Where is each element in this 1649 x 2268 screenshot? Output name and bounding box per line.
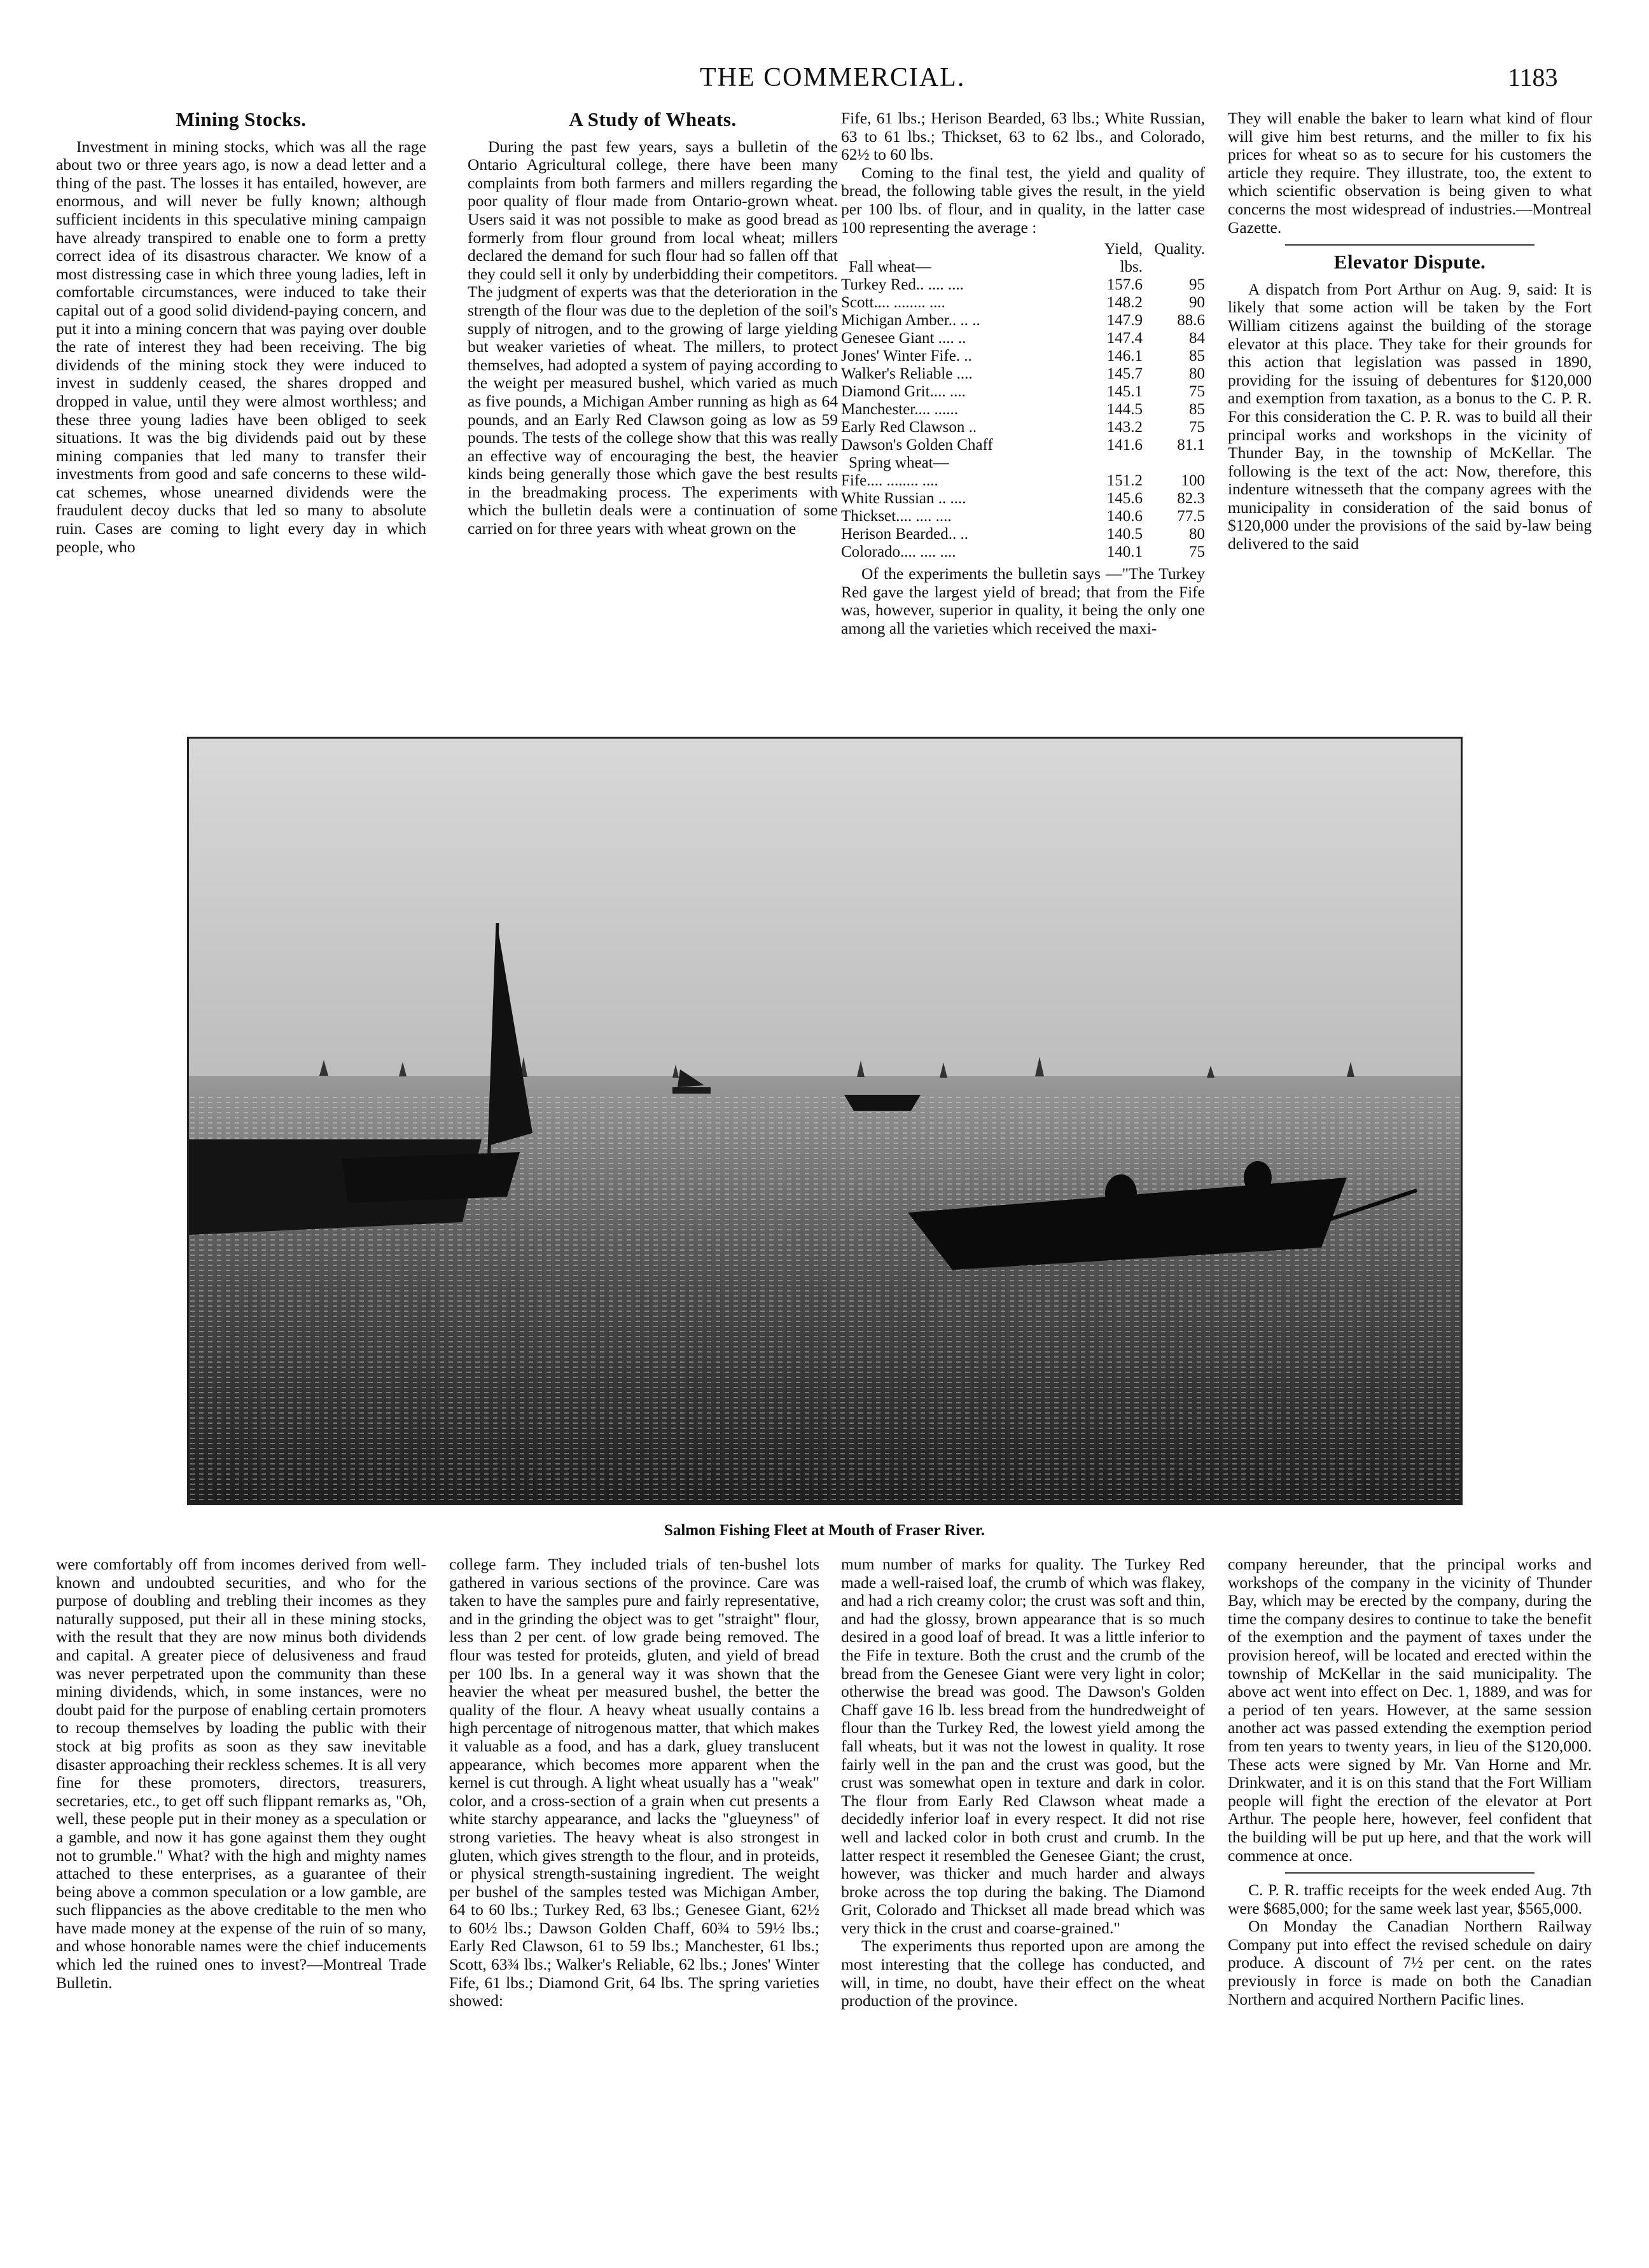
column-2-top: [468, 109, 838, 538]
table-header-quality: Quality.: [1154, 240, 1205, 258]
wheats-quality-paragraph: mum number of marks for quality. The Turkey Red made a well-raised loaf, the crumb of which was flakey, and had a rich creamy color; the crust was soft and thin, and had the glossy, brown appearance that is so much desired in a good loaf of bread. It was a little inferior to the Fife in texture. Both the crust and the crumb of the bread from the Genesee Giant were very light in color; otherwise the bread was good. The Dawson's Golden Chaff gave 16 lb. less bread from the hundredweight of flour than the Turkey Red, the lowest yield among the fall wheats, but it was not the lowest in quality. It rose fairly well in the pan and the crust was good, but the crust was somewhat open in texture and dark in color. The flour from Early Red Clawson wheat made a decidedly inferior loaf in every respect. It did not rise well and lacked color in both crust and crumb. In the latter respect it resembled the Genesee Giant; the crust, however, was thicker and much harder and always broke across the top during the baking. The Diamond Grit, Colorado and Thickset all made bread which was very thick in the crust and coarse-grained.": [841, 1555, 1205, 1937]
divider: [1285, 244, 1534, 246]
quality-value: 85: [1189, 401, 1205, 419]
table-group-spring: Spring wheat—: [849, 454, 949, 472]
elevator-paragraph-1: A dispatch from Port Arthur on Aug. 9, said: It is likely that some action will be taken by the Fort William citizens against the building of the storage elevator at this place. They take for their grounds for this action that legislation was passed in 1890, providing for the issuing of debentures for $120,000 and exemption from taxation, as a bonus to the C. P. R. For this consideration the C. P. R. was to build all their principal works and workshops in the vicinity of Thunder Bay, in the township of McKellar. The following is the text of the act: Now, therefore, this indenture witnesseth that the company agrees with the municipality in consideration of the said bonus of $120,000 under the provisions of the said by-law being delivered to the said: [1228, 279, 1592, 553]
yield-value: 145.6: [1106, 490, 1143, 508]
photo-illustration: [189, 739, 1461, 1504]
yield-value: 141.6: [1106, 436, 1143, 454]
yield-value: 145.7: [1106, 365, 1143, 383]
table-row: [841, 419, 1205, 436]
yield-value: 140.1: [1106, 543, 1143, 561]
yield-value: 143.2: [1106, 419, 1143, 436]
quality-value: 88.6: [1177, 312, 1205, 330]
column-1-bottom: [56, 1555, 426, 1992]
table-row: [841, 401, 1205, 419]
table-row: [841, 436, 1205, 454]
variety-name: Walker's Reliable ....: [841, 365, 973, 383]
elevator-dispute-heading: Elevator Dispute.: [1333, 251, 1486, 274]
table-row: [841, 525, 1205, 543]
bread-yield-table: [841, 240, 1205, 561]
quality-value: 84: [1189, 330, 1205, 347]
variety-name: Turkey Red.. .... ....: [841, 276, 964, 294]
wheats-paragraph-2: college farm. They included trials of ten-bushel lots gathered in various sections of the province. Care was taken to have the samples pure and fairly representative, and in the grinding the object was to get "straight" flour, less than 2 per cent. of low grade being removed. The flour was tested for proteids, gluten, and yield of bread per 100 lbs. In a general way it was shown that the heavier the wheat per measured bushel, the better the quality of the flour. A heavy wheat usually contains a high percentage of nitrogenous matter, that which makes it valuable as a food, and has a dark, gluey translucent appearance, which becomes more apparent when the kernel is cut through. A light wheat usually has a "weak" color, and a cross-section of a grain when cut presents a white starchy appearance, and lacks the "glueyness" of strong varieties. The heavy wheat is also strongest in gluten, which gives strength to the flour, and in proteids, or physical strength-sustaining ingredient. The weight per bushel of the samples tested was Michigan Amber, 64 to 60 lbs.; Turkey Red, 63 lbs.; Genesee Giant, 62½ to 60½ lbs.; Dawson Golden Chaff, 60¾ to 59½ lbs.; Early Red Clawson, 61 to 59 lbs.; Manchester, 61 lbs.; Scott, 63¾ lbs.; Walker's Reliable, 62 lbs.; Jones' Winter Fife, 61 lbs.; Diamond Grit, 64 lbs. The spring varieties showed:: [449, 1555, 819, 2010]
quality-value: 85: [1189, 347, 1205, 365]
yield-value: 157.6: [1106, 276, 1143, 294]
table-row: [841, 490, 1205, 508]
table-header-unit: lbs.: [1120, 258, 1143, 276]
table-row: [841, 543, 1205, 561]
wheats-table-intro: Coming to the final test, the yield and quality of bread, the following table gives the result, in the yield per 100 lbs. of flour, and in quality, in the latter case 100 representing the average :: [841, 163, 1205, 237]
wheats-paragraph-1: During the past few years, says a bulletin of the Ontario Agricultural college, there have been many complaints from both farmers and millers regarding the poor quality of flour made from Ontario-grown wheat. Users said it was not possible to make as good bread as formerly from flour ground from local wheat; millers declared the demand for such flour had so fallen off that they could sell it only by underbidding their competitors. The judgment of experts was that the deterioration in the strength of the flour was due to the depletion of the soil's supply of nitrogen, and to the growing of large yielding but weaker varieties of wheat. The millers, to protect themselves, had adopted a system of paying according to the weight per measured bushel, which varied as much as five pounds, a Michigan Amber running as high as 64 pounds, and an Early Red Clawson going as low as 59 pounds. The tests of the college show that this was really an effective way of encouraging the best, the heavier kinds being generally those which gave the best results in the breadmaking process. The experiments with which the bulletin deals were a continuation of some carried on for three years with wheat grown on the: [468, 137, 838, 538]
yield-value: 147.4: [1106, 330, 1143, 347]
quality-value: 82.3: [1177, 490, 1205, 508]
quality-value: 95: [1189, 276, 1205, 294]
variety-name: Dawson's Golden Chaff: [841, 436, 993, 454]
table-row: [841, 330, 1205, 347]
variety-name: Early Red Clawson ..: [841, 419, 977, 436]
yield-value: 146.1: [1106, 347, 1143, 365]
variety-name: Genesee Giant .... ..: [841, 330, 966, 347]
variety-name: Michigan Amber.. .. ..: [841, 312, 980, 330]
quality-value: 80: [1189, 525, 1205, 543]
variety-name: Colorado.... .... ....: [841, 543, 956, 561]
column-1-top: [56, 109, 426, 556]
table-group-fall: Fall wheat—: [849, 258, 931, 276]
table-row: [841, 472, 1205, 490]
quality-value: 90: [1189, 294, 1205, 312]
column-3-bottom: [841, 1555, 1205, 2010]
elevator-paragraph-2: company hereunder, that the principal works and workshops of the company in the vicinity of Thunder Bay, which may be erected by the company, during the time the company desires to continue to take the benefit of the exemption and the payment of taxes under the provision hereof, will be located and erected within the township of McKellar in the said municipality. The above act went into effect on Dec. 1, 1889, and was for a period of ten years. However, at the same session another act was passed extending the exemption period from ten years to twenty years, in lieu of the $120,000. These acts were signed by Mr. Van Horne and Mr. Drinkwater, and it is on this stand that the Fort William people will fight the erection of the elevator at Port Arthur. The people here, however, feel confident that the building will be put up here, and that the work will commence at once.: [1228, 1555, 1592, 1865]
variety-name: Thickset.... .... ....: [841, 508, 952, 525]
quality-value: 75: [1189, 419, 1205, 436]
column-4-top: [1228, 109, 1592, 553]
variety-name: Fife.... ........ ....: [841, 472, 938, 490]
quality-value: 75: [1189, 543, 1205, 561]
variety-name: Scott.... ........ ....: [841, 294, 945, 312]
page-number: 1183: [1508, 63, 1558, 92]
column-3-top: [841, 109, 1205, 638]
table-row: [841, 294, 1205, 312]
table-header-yield: Yield,: [1104, 240, 1143, 258]
quality-value: 81.1: [1177, 436, 1205, 454]
table-row: [841, 508, 1205, 525]
quality-value: 75: [1189, 383, 1205, 401]
canadian-northern-paragraph: On Monday the Canadian Northern Railway Company put into effect the revised schedule on dairy produce. A discount of 7½ per cent. on the rates previously in force is made on both the Canadian Northern and acquired Northern Pacific lines.: [1228, 1917, 1592, 2008]
quality-value: 100: [1181, 472, 1205, 490]
wheats-conclusion: They will enable the baker to learn what kind of flour will give him best returns, and the miller to fix his prices for wheat so as to secure for his customers the article they require. They illustrate, too, the extent to which scientific observation is being given to what concerns the most widespread of industries.—Montreal Gazette.: [1228, 109, 1592, 237]
table-row: [841, 365, 1205, 383]
salmon-fleet-photo: [187, 737, 1463, 1505]
variety-name: White Russian .. ....: [841, 490, 966, 508]
photo-caption: Salmon Fishing Fleet at Mouth of Fraser River.: [664, 1522, 985, 1539]
cpr-traffic-paragraph: C. P. R. traffic receipts for the week ended Aug. 7th were $685,000; for the same week last year, $565,000.: [1228, 1881, 1592, 1917]
wheats-heading: A Study of Wheats.: [569, 108, 737, 130]
variety-name: Diamond Grit.... ....: [841, 383, 966, 401]
variety-name: Jones' Winter Fife. ..: [841, 347, 972, 365]
mining-paragraph-2: were comfortably off from incomes derived from well-known and undoubted securities, and who for the purpose of doubling and trebling their incomes as they naturally supposed, put their all in these mining stocks, with the result that they are now minus both dividends and capital. A greater piece of delusiveness and fraud was never perpetrated upon the community than these mining dividends, which, in some instances, were no doubt paid for the purpose of enabling certain promoters to recoup themselves by loading the public with their stock at big profits as soon as they saw inevitable disaster approaching their reckless schemes. It is all very fine for these promoters, directors, treasurers, secretaries, etc., to get off such flippant remarks as, "Oh, well, these people put in their money as a speculation or a gamble, and now it has gone against them they ought not to grumble." What? with the high and mighty names attached to these enterprises, as a guarantee of their being above a common speculation or a low gamble, are such flippancies as the above creditable to the men who have made money at the expense of the ruin of so many, and whose honorable names were the chief inducements which led the ruined ones to invest?—Montreal Trade Bulletin.: [56, 1555, 426, 1992]
yield-value: 151.2: [1106, 472, 1143, 490]
variety-name: Manchester.... ......: [841, 401, 958, 419]
yield-value: 147.9: [1106, 312, 1143, 330]
divider: [1285, 1872, 1534, 1874]
wheats-final-paragraph: The experiments thus reported upon are among the most interesting that the college has conducted, and will, in time, no doubt, have their effect on the wheat production of the province.: [841, 1937, 1205, 2010]
column-2-bottom: [449, 1555, 819, 2010]
table-row: [841, 312, 1205, 330]
wheats-experiments-paragraph: Of the experiments the bulletin says —"The Turkey Red gave the largest yield of bread; that from the Fife was, however, superior in quality, it being the only one among all the varieties which received the maxi-: [841, 564, 1205, 637]
table-row: [841, 383, 1205, 401]
mining-stocks-heading: Mining Stocks.: [176, 108, 307, 130]
mining-paragraph-1: Investment in mining stocks, which was all the rage about two or three years ago, is now a dead letter and a thing of the past. The losses it has entailed, however, are enormous, and will never be fully known; although sufficient incidents in this speculative mining campaign have already transpired to enable one to form a pretty correct idea of its disastrous character. We know of a most distressing case in which three young ladies, left in comfortable circumstances, were induced to take their capital out of a good solid dividend-paying concern, and put it into a mining concern that was paying over double the rate of interest they had been receiving. The big dividends of the mining stock they were induced to invest in suddenly ceased, the shares dropped and dropped in value, until they were almost worthless; and these three young ladies have been obliged to seek situations. It was the big dividends paid out by these mining companies that led many to transfer their investments from good and safe concerns to these wild-cat schemes, whose unearned dividends were the fraudulent decoy ducks that led so many to absolute ruin. Cases are coming to light every day in which people, who: [56, 137, 426, 556]
table-row: [841, 347, 1205, 365]
yield-value: 140.6: [1106, 508, 1143, 525]
table-row: [841, 276, 1205, 294]
quality-value: 80: [1189, 365, 1205, 383]
yield-value: 140.5: [1106, 525, 1143, 543]
yield-value: 148.2: [1106, 294, 1143, 312]
column-4-bottom: [1228, 1555, 1592, 2008]
quality-value: 77.5: [1177, 508, 1205, 525]
wheats-continued: Fife, 61 lbs.; Herison Bearded, 63 lbs.; White Russian, 63 to 61 lbs.; Thickset, 63 to 62 lbs., and Colorado, 62½ to 60 lbs.: [841, 109, 1205, 164]
variety-name: Herison Bearded.. ..: [841, 525, 968, 543]
yield-value: 144.5: [1106, 401, 1143, 419]
masthead-title: THE COMMERCIAL.: [700, 63, 966, 92]
yield-value: 145.1: [1106, 383, 1143, 401]
